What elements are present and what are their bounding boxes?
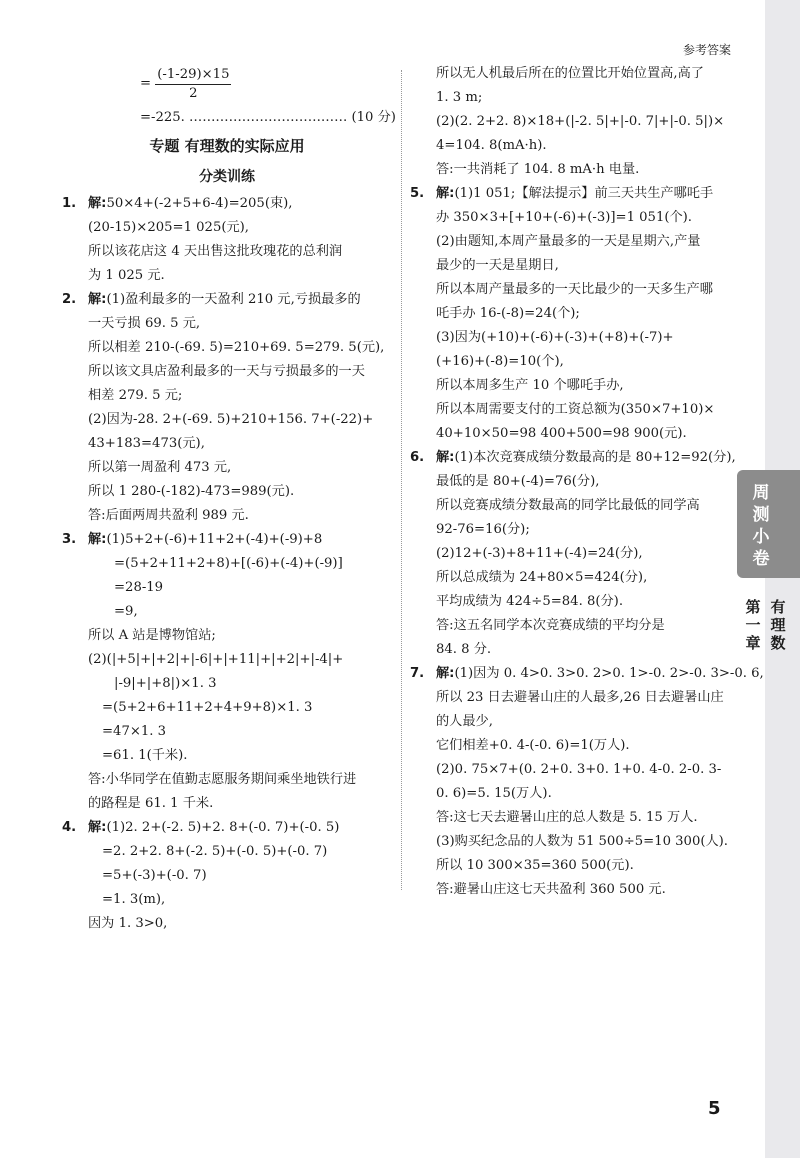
q7-first: 7. 解:(1)因为 0. 4>0. 3>0. 2>0. 1>-0. 2>-0. 3>-0. 6, [410, 666, 764, 681]
fraction-line: = $\frac{(-1-29)\times 15}{2}$ [140, 66, 230, 101]
q7-line: (2)0. 75×7+(0. 2+0. 3+0. 1+0. 4-0. 2-0. 3- [436, 762, 722, 777]
q4-continued: (2)(2. 2+2. 8)×18+(|-2. 5|+|-0. 7|+|-0. 5|)× [436, 114, 725, 129]
q3-answer: 的路程是 61. 1 千米. [88, 796, 214, 811]
q3-equation: =28-19 [114, 580, 164, 595]
q5-line: 所以本周需要支付的工资总额为(350×7+10)× [436, 402, 715, 417]
q7-line: 答:避暑山庄这七天共盈利 360 500 元. [436, 882, 666, 897]
q2-line: 相差 279. 5 元; [88, 388, 183, 403]
q5-line: (+16)+(-8)=10(个), [436, 354, 564, 369]
q4-equation: =1. 3(m), [102, 892, 166, 907]
fraction-numerator: (-1-29)×15 [155, 66, 231, 85]
q1-line: (20-15)×205=1 025(元), [88, 220, 249, 235]
q2-first: 2. 解:(1)盈利最多的一天盈利 210 元,亏损最多的 [62, 292, 361, 307]
q5-line: 最少的一天是星期日, [436, 258, 559, 273]
q6-line: (2)12+(-3)+8+11+(-4)=24(分), [436, 546, 643, 561]
section-title: 专题 有理数的实际应用 [149, 137, 305, 155]
q5-line: 40+10×50=98 400+500=98 900(元). [436, 426, 687, 441]
q7-line: 0. 6)=5. 15(万人). [436, 786, 552, 801]
q6-line: 92-76=16(分); [436, 522, 530, 537]
q4-line: 因为 1. 3>0, [88, 916, 168, 931]
side-tab-chapter[interactable]: 第一章 [745, 598, 761, 652]
q5-line: (2)由题知,本周产量最多的一天是星期六,产量 [436, 234, 701, 249]
q4-continued: 答:一共消耗了 104. 8 mA·h 电量. [436, 162, 640, 177]
q2-line: 所以相差 210-(-69. 5)=210+69. 5=279. 5(元), [88, 340, 385, 355]
q6-line: 答:这五名同学本次竞赛成绩的平均分是 [436, 618, 665, 633]
q4-continued: 1. 3 m; [436, 90, 483, 105]
q4-continued: 4=104. 8(mA·h). [436, 138, 547, 153]
result-line: =-225. ……………………………… (10 分) [140, 110, 396, 125]
q6-line: 所以总成绩为 24+80×5=424(分), [436, 570, 648, 585]
q5-line: 所以本周多生产 10 个哪吒手办, [436, 378, 624, 393]
column-divider [401, 70, 402, 890]
fraction-denominator: 2 [189, 85, 198, 101]
q7-line: (3)购买纪念品的人数为 51 500÷5=10 300(人). [436, 834, 729, 849]
q7-line: 它们相差+0. 4-(-0. 6)=1(万人). [436, 738, 630, 753]
page-number: 5 [708, 1098, 721, 1119]
left-column [62, 62, 396, 936]
q5-first: 5. 解:(1)1 051;【解法提示】前三天共生产哪吒手 [410, 186, 714, 201]
q1-line: 为 1 025 元. [88, 268, 165, 283]
header-label: 参考答案 [682, 43, 731, 57]
q2-line: (2)因为-28. 2+(-69. 5)+210+156. 7+(-22)+ [88, 412, 374, 427]
q2-line: 一天亏损 69. 5 元, [88, 316, 201, 331]
q4-equation: =5+(-3)+(-0. 7) [102, 868, 207, 883]
q7-line: 所以 23 日去避暑山庄的人最多,26 日去避暑山庄 [436, 690, 724, 705]
side-tab-weekly-test[interactable] [737, 470, 800, 578]
q3-answer: 答:小华同学在值勤志愿服务期间乘坐地铁行进 [88, 772, 357, 787]
q6-line: 84. 8 分. [436, 642, 492, 657]
q6-line: 平均成绩为 424÷5=84. 8(分). [436, 594, 624, 609]
q1-first: 1. 解:50×4+(-2+5+6-4)=205(束), [62, 196, 293, 211]
q6-line: 所以竞赛成绩分数最高的同学比最低的同学高 [436, 498, 700, 513]
q3-equation: =(5+2+11+2+8)+[(-6)+(-4)+(-9)] [114, 556, 343, 571]
q6-first: 6. 解:(1)本次竞赛成绩分数最高的是 80+12=92(分), [410, 450, 736, 465]
q7-line: 所以 10 300×35=360 500(元). [436, 858, 634, 873]
fraction [155, 66, 231, 103]
q3-first: 3. 解:(1)5+2+(-6)+11+2+(-4)+(-9)+8 [62, 532, 323, 547]
q4-first: 4. 解:(1)2. 2+(-2. 5)+2. 8+(-0. 7)+(-0. 5) [62, 820, 340, 835]
q7-line: 的人最少, [436, 714, 493, 729]
q3-line: (2)(|+5|+|+2|+|-6|+|+11|+|+2|+|-4|+ [88, 652, 344, 667]
q1-line: 所以该花店这 4 天出售这批玫瑰花的总利润 [88, 244, 343, 259]
q3-equation: =47×1. 3 [102, 724, 167, 739]
q3-equation: =9, [114, 604, 138, 619]
q2-line: 所以该文具店盈利最多的一天与亏损最多的一天 [88, 364, 365, 379]
q6-line: 最低的是 80+(-4)=76(分), [436, 474, 600, 489]
side-tab-weekly-test-label: 周测小卷 [752, 483, 770, 569]
q4-continued: 所以无人机最后所在的位置比开始位置高,高了 [436, 66, 704, 81]
q2-line: 所以 1 280-(-182)-473=989(元). [88, 484, 295, 499]
q7-line: 答:这七天去避暑山庄的总人数是 5. 15 万人. [436, 810, 698, 825]
q5-line: 办 350×3+[+10+(-6)+(-3)]=1 051(个). [436, 210, 693, 225]
q3-equation: =61. 1(千米). [102, 748, 188, 763]
q4-equation: =2. 2+2. 8+(-2. 5)+(-0. 5)+(-0. 7) [102, 844, 328, 859]
side-tab-topic[interactable]: 有理数 [770, 598, 786, 652]
section-subtitle: 分类训练 [199, 169, 255, 185]
q3-line: |-9|+|+8|)×1. 3 [114, 676, 217, 691]
q2-line: 43+183=473(元), [88, 436, 205, 451]
q3-line: 所以 A 站是博物馆站; [88, 628, 216, 643]
q5-line: 所以本周产量最多的一天比最少的一天多生产哪 [436, 282, 713, 297]
q5-line: (3)因为(+10)+(-6)+(-3)+(+8)+(-7)+ [436, 330, 674, 345]
q2-line: 所以第一周盈利 473 元, [88, 460, 232, 475]
q2-line: 答:后面两周共盈利 989 元. [88, 508, 249, 523]
q5-line: 吒手办 16-(-8)=24(个); [436, 306, 580, 321]
q3-equation: =(5+2+6+11+2+4+9+8)×1. 3 [102, 700, 313, 715]
